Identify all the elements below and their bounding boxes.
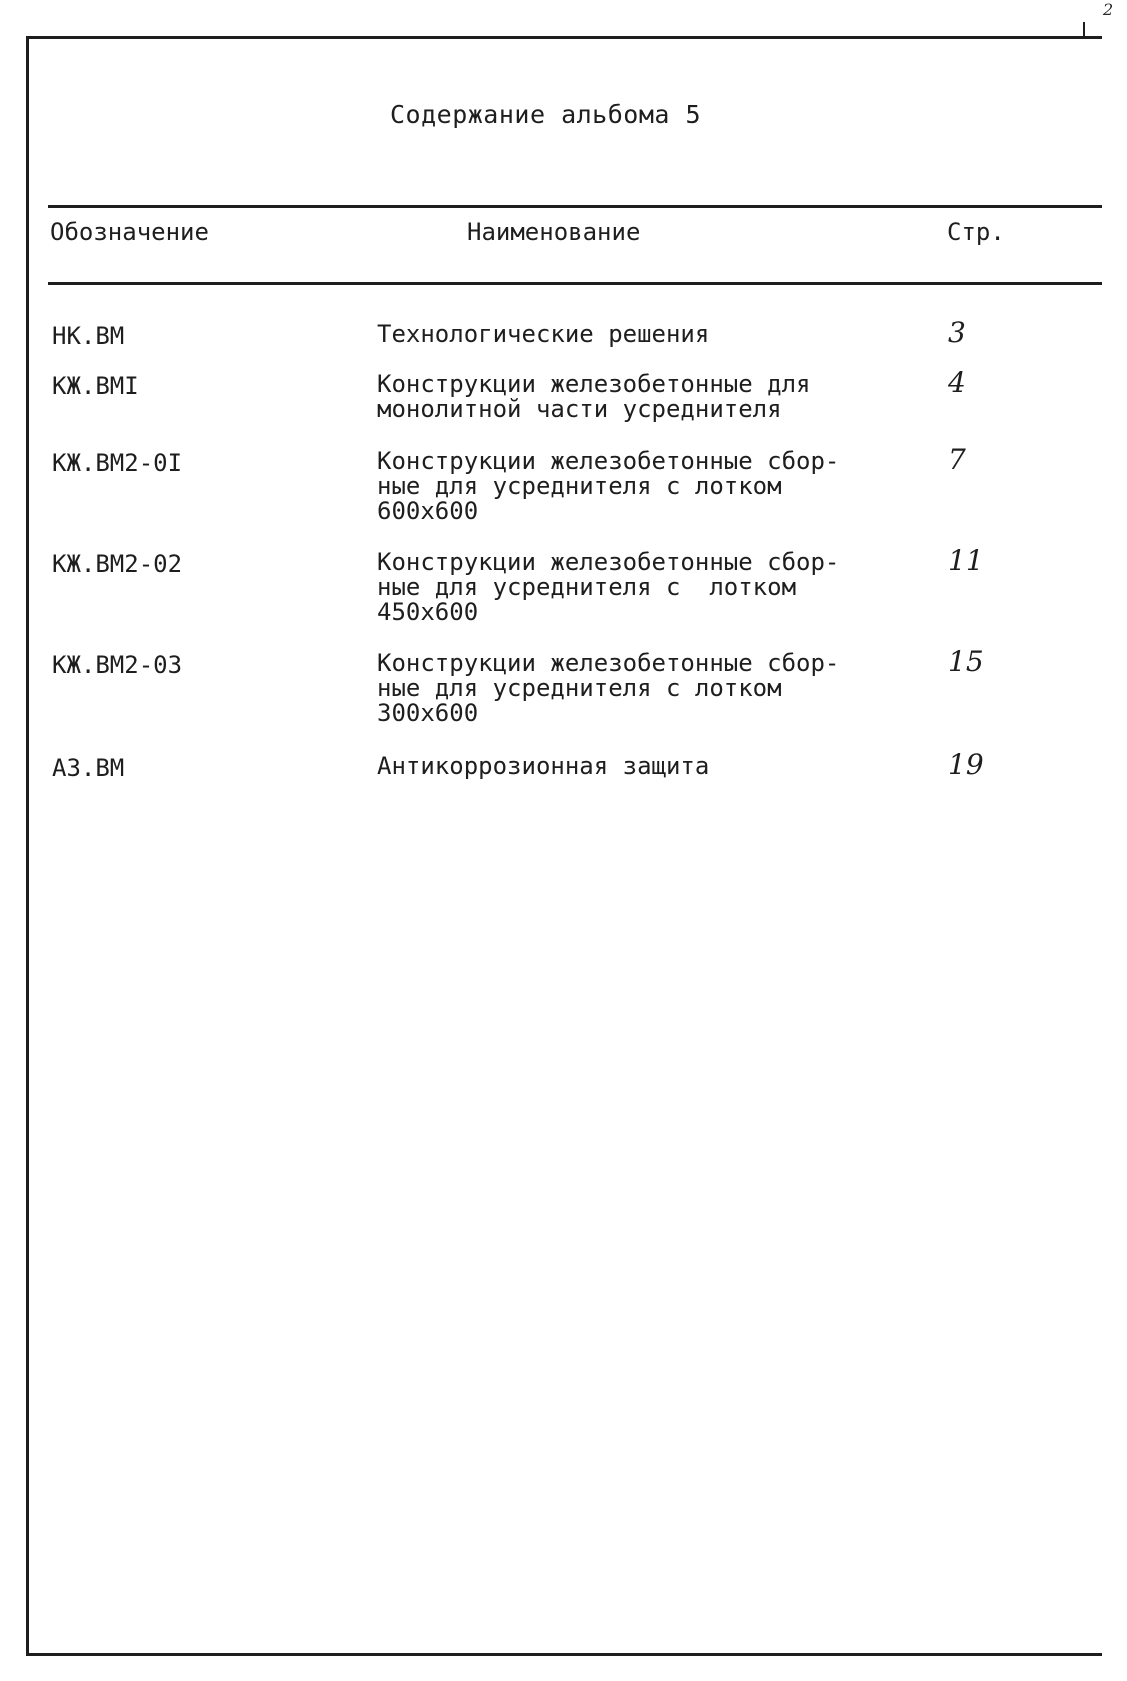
frame-tick-mark <box>1083 22 1085 36</box>
row-name <box>377 550 897 625</box>
row-name <box>377 372 897 422</box>
row-page-number: 15 <box>948 645 984 678</box>
row-name <box>377 322 897 347</box>
row-name-line: Антикоррозионная защита <box>377 752 710 780</box>
page-title: Содержание альбома 5 <box>390 100 702 129</box>
row-name-line: ные для усреднителя с лотком <box>377 472 782 500</box>
row-page-number: 4 <box>948 366 966 399</box>
row-code: КЖ.ВМ2-02 <box>52 550 183 578</box>
row-name <box>377 651 897 726</box>
row-name-line: Конструкции железобетонные сбор- <box>377 447 840 475</box>
header-page: Стр. <box>947 218 1005 246</box>
row-name-line: ные для усреднителя с лотком <box>377 674 782 702</box>
row-name-line: Конструкции железобетонные сбор- <box>377 649 840 677</box>
row-code: КЖ.ВМ2-03 <box>52 651 183 679</box>
row-name-line: 300х600 <box>377 699 479 727</box>
row-page-number: 11 <box>948 544 984 577</box>
header-designation: Обозначение <box>50 218 209 246</box>
row-page-number: 7 <box>948 443 966 476</box>
row-code: НК.ВМ <box>52 322 125 350</box>
row-name-line: Технологические решения <box>377 320 710 348</box>
row-name-line: Конструкции железобетонные для <box>377 370 811 398</box>
row-page-number: 3 <box>948 316 966 349</box>
row-name-line: 450х600 <box>377 598 479 626</box>
row-page-number: 19 <box>948 748 984 781</box>
row-name-line: 600х600 <box>377 497 479 525</box>
table-top-rule <box>48 205 1102 208</box>
header-name: Наименование <box>467 218 641 246</box>
row-name-line: монолитной части усреднителя <box>377 395 782 423</box>
row-name-line: Конструкции железобетонные сбор- <box>377 548 840 576</box>
row-code: КЖ.ВМI <box>52 372 139 400</box>
row-name <box>377 449 897 524</box>
table-header-rule <box>48 282 1102 285</box>
drawing-frame <box>26 36 1102 1656</box>
sheet-number: 2 <box>1103 0 1114 19</box>
row-name-line: ные для усреднителя с лотком <box>377 573 797 601</box>
row-code: КЖ.ВМ2-0I <box>52 449 183 477</box>
row-name <box>377 754 897 779</box>
row-code: АЗ.ВМ <box>52 754 125 782</box>
